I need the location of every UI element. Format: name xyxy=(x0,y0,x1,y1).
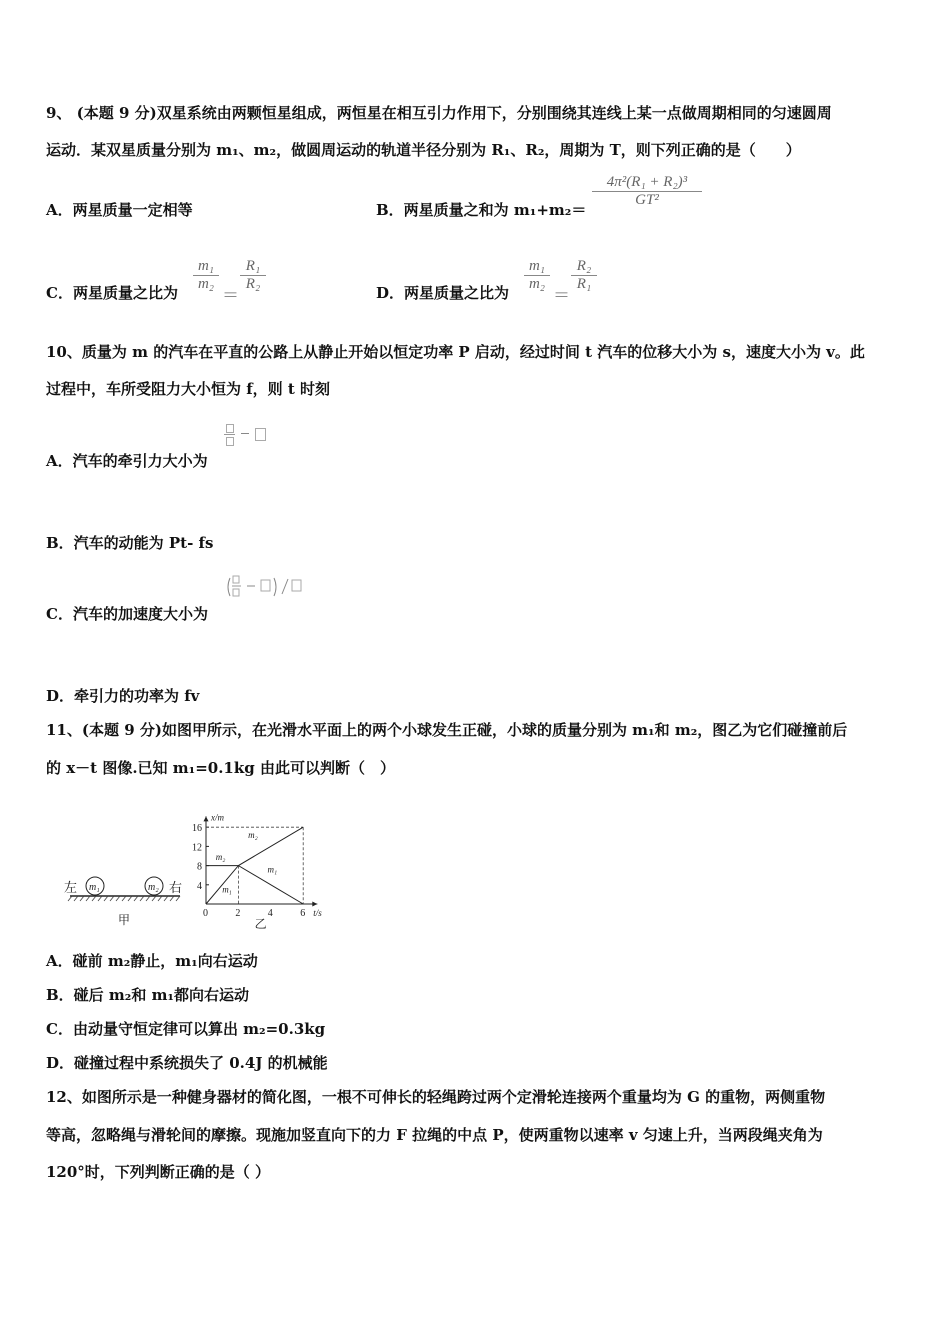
q10-stem-line2: 过程中，车所受阻力大小恒为 f，则 t 时刻 xyxy=(46,380,331,398)
q9-option-c: C．两星质量之比为 xyxy=(46,284,178,302)
x-axis-label: t/s xyxy=(313,908,322,918)
x-tick-label: 0 xyxy=(203,908,208,919)
q9-option-c-fraction1 xyxy=(193,258,219,293)
numerator: m₁ xyxy=(197,258,215,274)
denominator: R₁ xyxy=(576,276,592,292)
fig-jia-caption: 甲 xyxy=(118,913,131,927)
x-tick-label: 4 xyxy=(267,908,273,919)
y-tick-label: 12 xyxy=(192,842,202,854)
q10-option-a-formula-placeholder xyxy=(224,424,270,452)
numerator: m₁ xyxy=(528,258,546,274)
q11-option-a: A．碰前 m₂静止，m₁向右运动 xyxy=(46,952,258,970)
denominator: R₂ xyxy=(245,276,261,292)
q11-option-d: D．碰撞过程中系统损失了 0.4J 的机械能 xyxy=(46,1054,328,1072)
q10-option-a: A．汽车的牵引力大小为 xyxy=(46,452,208,470)
ball-m1-label: m₁ xyxy=(89,882,100,893)
q9-stem-line2: 运动．某双星质量分别为 m₁、m₂，做圆周运动的轨道半径分别为 R₁、R₂，周期为 T，则下列正确的是（ ） xyxy=(46,141,801,159)
q11-option-b: B．碰后 m₂和 m₁都向右运动 xyxy=(46,986,250,1004)
fig-yi-caption: 乙 xyxy=(254,917,267,930)
series-label: m₁ xyxy=(222,884,232,895)
minus-sign xyxy=(241,433,249,434)
denominator: m₂ xyxy=(197,276,215,292)
figure-jia xyxy=(62,868,192,928)
placeholder-glyph-icon xyxy=(226,424,234,433)
fig-right-label: 右 xyxy=(169,880,183,895)
q10-option-c-formula-placeholder xyxy=(224,574,306,602)
q10-option-b: B．汽车的动能为 Pt- fs xyxy=(46,534,214,552)
q9-option-d-fraction2 xyxy=(571,258,597,293)
q9-option-b: B．两星质量之和为 m₁+m₂＝ xyxy=(376,201,587,219)
equals-sign: ＝ xyxy=(553,286,570,305)
q10-stem-line1: 10、质量为 m 的汽车在平直的公路上从静止开始以恒定功率 P 启动，经过时间 t 汽车的位移大小为 s，速度大小为 v。此 xyxy=(46,343,865,361)
equals-sign: ＝ xyxy=(222,286,239,305)
figure-yi-chart xyxy=(188,790,348,930)
y-axis-label: x/m xyxy=(211,812,224,823)
q9-option-c-fraction2 xyxy=(240,258,266,293)
collision-diagram-icon xyxy=(62,868,192,928)
q12-stem-line2: 等高，忽略绳与滑轮间的摩擦。现施加竖直向下的力 F 拉绳的中点 P，使两重物以速率 v 匀速上升，当两段绳夹角为 xyxy=(46,1126,823,1144)
q11-option-c: C．由动量守恒定律可以算出 m₂=0.3kg xyxy=(46,1020,326,1038)
fig-left-label: 左 xyxy=(64,880,78,895)
q11-stem-line2: 的 x－t 图像.已知 m₁=0.1kg 由此可以判断（ ） xyxy=(46,759,395,777)
x-tick-label: 6 xyxy=(300,908,306,919)
x-tick-label: 2 xyxy=(235,908,241,919)
placeholder-glyph-icon xyxy=(255,428,266,441)
q12-stem-line3: 120°时，下列判断正确的是（ ） xyxy=(46,1163,271,1181)
xt-chart-svg xyxy=(188,790,348,930)
q9-option-a: A．两星质量一定相等 xyxy=(46,201,193,219)
series-label: m₁ xyxy=(267,864,278,875)
q9-option-b-numerator: 4π²(R₁ + R₂)³ xyxy=(606,174,688,190)
q10-option-c: C．汽车的加速度大小为 xyxy=(46,605,208,623)
numerator: R₂ xyxy=(576,258,592,274)
placeholder-glyph-icon xyxy=(226,437,234,446)
series-label: m₂ xyxy=(248,829,258,840)
y-tick-label: 4 xyxy=(197,880,202,892)
q9-option-b-fraction xyxy=(592,174,702,209)
q9-option-d: D．两星质量之比为 xyxy=(376,284,510,302)
series-line-1 xyxy=(206,866,303,904)
denominator: m₂ xyxy=(528,276,546,292)
x-axis-arrow-icon xyxy=(312,902,317,907)
q9-stem-line1: 9、 (本题 9 分)双星系统由两颗恒星组成，两恒星在相互引力作用下，分别围绕其连线上某一点做周期相同的匀速圆周 xyxy=(46,104,832,122)
formula-glyphs-icon xyxy=(224,574,306,602)
q10-option-d: D．牵引力的功率为 fv xyxy=(46,687,200,705)
q9-option-b-denominator: GT² xyxy=(635,192,659,208)
y-axis-arrow-icon xyxy=(204,816,209,821)
q11-stem-line1: 11、(本题 9 分)如图甲所示，在光滑水平面上的两个小球发生正碰，小球的质量分别为 m₁和 m₂，图乙为它们碰撞前后 xyxy=(46,721,848,739)
ball-m2-label: m₂ xyxy=(148,882,159,893)
series-label: m₂ xyxy=(215,851,226,862)
q12-stem-line1: 12、如图所示是一种健身器材的简化图，一根不可伸长的轻绳跨过两个定滑轮连接两个重量均为 G 的重物，两侧重物 xyxy=(46,1088,826,1106)
fraction-bar xyxy=(224,434,235,435)
q9-option-d-fraction1 xyxy=(524,258,550,293)
y-tick-label: 8 xyxy=(197,861,202,873)
y-tick-label: 16 xyxy=(192,823,202,835)
numerator: R₁ xyxy=(245,258,261,274)
